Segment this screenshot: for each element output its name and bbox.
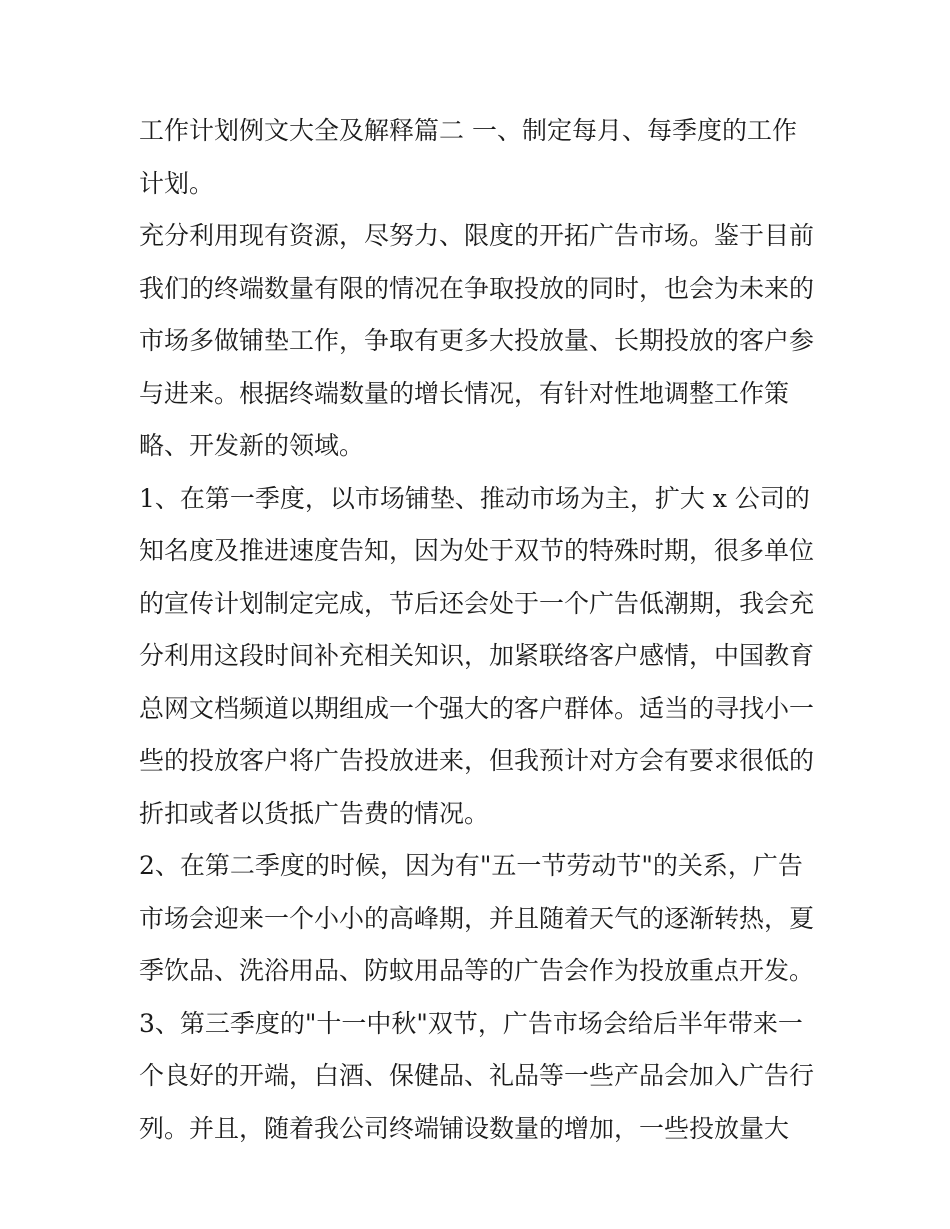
paragraph-intro: 充分利用现有资源，尽努力、限度的开拓广告市场。鉴于目前我们的终端数量有限的情况在争取投放的同时，也会为未来的市场多做铺垫工作，争取有更多大投放量、长期投放的客户参与进来。根据终端数量的增长情况，有针对性地调整工作策略、开发新的领域。 [139, 221, 815, 460]
paragraph-q3: 3、第三季度的"十一中秋"双节，广告市场会给后半年带来一个良好的开端，白酒、保健品、礼品等一些产品会加入广告行列。并且，随着我公司终端铺设数量的增加，一些投放量大 [139, 1008, 815, 1143]
paragraph-q2: 2、在第二季度的时候，因为有"五一节劳动节"的关系，广告市场会迎来一个小小的高峰期，并且随着天气的逐渐转热，夏季饮品、洗浴用品、防蚊用品等的广告会作为投放重点开发。 [139, 851, 815, 985]
paragraph-q1: 1、在第一季度，以市场铺垫、推动市场为主，扩大 x 公司的知名度及推进速度告知，因为处于双节的特殊时期，很多单位的宣传计划制定完成，节后还会处于一个广告低潮期，我会充分利用这段时间补充相关知识，加紧联络客户感情，中国教育总网文档频道以期组成一个强大的客户群体。适当的寻找小一些的投放客户将广告投放进来，但我预计对方会有要求很低的折扣或者以货抵广告费的情况。 [139, 483, 815, 828]
document-body [139, 105, 814, 1155]
paragraph-title: 工作计划例文大全及解释篇二 一、制定每月、每季度的工作计划。 [139, 116, 797, 198]
